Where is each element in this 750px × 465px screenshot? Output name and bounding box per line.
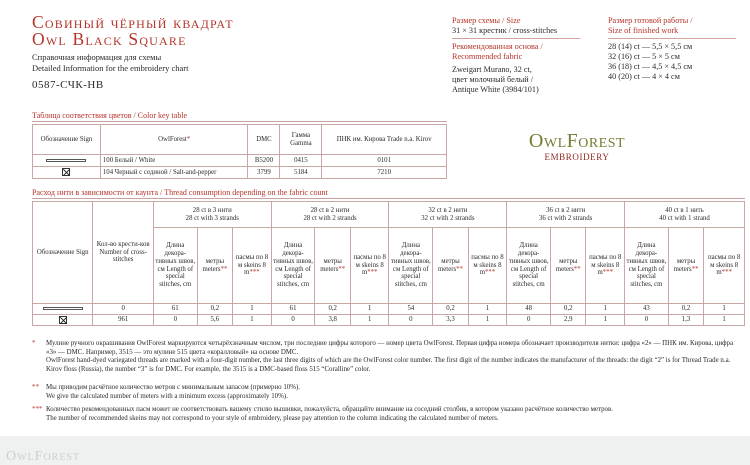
footnote-text-en: OwlForest hand-dyed variegated threads are marked with a four-digit number, the last three digits of which are the OwlForest color number. The first digit of the number indicates the manufacturer of the threads: the digit “2” is for Thread Trade n.a. Kirov floss (Russia), the number “3” is for DMC. For example, the 3515 is a DMC-based floss 515 “Coralline” color. bbox=[46, 357, 731, 373]
group-header-row bbox=[33, 202, 745, 228]
dmc-value: 3799 bbox=[248, 167, 280, 179]
gamma-value: 5184 bbox=[280, 167, 322, 179]
white-stitch-symbol-icon bbox=[46, 159, 86, 162]
fabric-label-2: Recommended fabric bbox=[452, 52, 523, 61]
header-length: Длина декора-тивных швов, см Length of special stitches, cm bbox=[507, 228, 551, 304]
header-length: Длина декора-тивных швов, см Length of special stitches, cm bbox=[271, 228, 315, 304]
group-header bbox=[507, 202, 625, 228]
divider bbox=[32, 121, 447, 122]
size-value: 31 × 31 крестик / cross-stitches bbox=[452, 26, 558, 35]
consumption-title: Расход нити в зависимости от каунта / Thread consumption depending on the fabric count bbox=[32, 188, 328, 197]
chart-code: 0587-СЧК-НВ bbox=[32, 79, 104, 91]
color-name: 104 Черный с сединой / Salt-and-pepper bbox=[100, 167, 248, 179]
subtitle-en: Detailed Information for the embroidery chart bbox=[32, 63, 189, 73]
sign-cell bbox=[33, 315, 93, 326]
stitch-count: 961 bbox=[93, 315, 153, 326]
length-value: 0 bbox=[389, 315, 433, 326]
cross-box-symbol-icon bbox=[59, 316, 67, 324]
title-en: Owl Black Square bbox=[32, 29, 187, 49]
header-dmc: DMC bbox=[248, 125, 280, 155]
meters-value: 0,2 bbox=[433, 304, 468, 315]
table-row bbox=[33, 315, 745, 326]
footnote-mark: ** bbox=[573, 265, 581, 273]
footnote-mark: *** bbox=[32, 406, 43, 413]
header-sign: Обозначение Sign bbox=[33, 125, 101, 155]
group-ru: 32 ct в 2 нити bbox=[428, 206, 468, 214]
dmc-value: B5200 bbox=[248, 155, 280, 167]
logo-subtitle: EMBROIDERY bbox=[544, 152, 610, 162]
meters-value: 3,8 bbox=[315, 315, 350, 326]
skeins-label: пасмы по 8 м skeins 8 m bbox=[707, 253, 741, 277]
group-en: 32 ct with 2 strands bbox=[421, 214, 475, 222]
kirov-value: 7210 bbox=[322, 167, 447, 179]
header-stitch-count: Кол-во крести-ков Number of cross-stitches bbox=[93, 202, 153, 304]
footnote-mark: *** bbox=[602, 269, 613, 277]
footnote-mark: * bbox=[32, 340, 36, 347]
skeins-value: 1 bbox=[586, 304, 625, 315]
meters-label: метры meters bbox=[673, 257, 696, 273]
owlforest-logo bbox=[512, 130, 642, 162]
meters-label: метры meters bbox=[320, 257, 342, 273]
group-en: 40 ct with 1 strand bbox=[659, 214, 710, 222]
title-ru: Совиный чёрный квадрат bbox=[32, 12, 234, 32]
footnote-text-ru: Мы приводим расчётное количество метров с минимальным запасом (примерно 10%). bbox=[46, 384, 300, 391]
size-label: Размер схемы / Size bbox=[452, 16, 521, 25]
footnote-mark: *** bbox=[485, 269, 496, 277]
footnote-mark: ** bbox=[338, 265, 346, 273]
header-gamma: Гамма Gamma bbox=[280, 125, 322, 155]
cross-box-symbol-icon bbox=[62, 168, 70, 176]
kirov-value: 0101 bbox=[322, 155, 447, 167]
header-skeins bbox=[350, 228, 389, 304]
sign-cell bbox=[33, 167, 101, 179]
length-value: 0 bbox=[507, 315, 551, 326]
meters-value: 0,2 bbox=[668, 304, 703, 315]
header-skeins bbox=[704, 228, 745, 304]
group-en: 28 ct with 3 strands bbox=[185, 214, 239, 222]
group-ru: 28 ct в 2 нити bbox=[310, 206, 350, 214]
header-skeins bbox=[233, 228, 272, 304]
meters-value: 2,9 bbox=[551, 315, 586, 326]
footnote-text-en: We give the calculated number of meters with a minimum excess (approximately 10%). bbox=[46, 392, 288, 400]
logo-name: OwlForest bbox=[528, 130, 626, 152]
length-value: 54 bbox=[389, 304, 433, 315]
length-value: 0 bbox=[153, 315, 197, 326]
fabric-value-2: цвет молочный белый / bbox=[452, 75, 534, 84]
chart-size-info bbox=[452, 16, 592, 95]
finished-size: 28 (14) ct — 5,5 × 5,5 см bbox=[608, 42, 693, 51]
sign-cell bbox=[33, 304, 93, 315]
group-en: 36 ct with 2 strands bbox=[539, 214, 593, 222]
header-kirov: ПНК им. Кирова Trade n.a. Kirov bbox=[322, 125, 447, 155]
skeins-value: 1 bbox=[350, 315, 389, 326]
skeins-label: пасмы по 8 м skeins 8 m bbox=[353, 253, 386, 277]
table-header-row bbox=[33, 125, 447, 155]
header-skeins bbox=[468, 228, 507, 304]
finished-label-1: Размер готовой работы / bbox=[608, 16, 693, 25]
skeins-value: 1 bbox=[704, 304, 745, 315]
header-length: Длина декора-тивных швов, см Length of special stitches, cm bbox=[625, 228, 669, 304]
skeins-label: пасмы по 8 м skeins 8 m bbox=[471, 253, 504, 277]
color-name: 100 Белый / White bbox=[100, 155, 248, 167]
footnote-mark: *** bbox=[721, 269, 732, 277]
meters-value: 5,6 bbox=[197, 315, 232, 326]
meters-label: метры meters bbox=[438, 257, 460, 273]
color-key-table bbox=[32, 124, 447, 179]
footnote-text-ru: Количество рекомендованных пасм может не соответствовать вашему стилю вышивки, пожалуйста, обращайте внимание на соседний столбик, в котором указано расчётное количество метров. bbox=[46, 406, 613, 413]
skeins-value: 1 bbox=[350, 304, 389, 315]
group-header bbox=[153, 202, 271, 228]
header-length: Длина декора-тивных швов, см Length of special stitches, cm bbox=[153, 228, 197, 304]
length-value: 0 bbox=[271, 315, 315, 326]
meters-value: 3,3 bbox=[433, 315, 468, 326]
table-row bbox=[33, 167, 447, 179]
footnote-mark: ** bbox=[456, 265, 463, 273]
divider bbox=[32, 198, 745, 199]
header-sign: Обозначение Sign bbox=[33, 202, 93, 304]
skeins-value: 1 bbox=[704, 315, 745, 326]
footnote-mark: * bbox=[186, 135, 191, 143]
color-key-title: Таблица соответствия цветов / Color key table bbox=[32, 111, 188, 120]
thread-consumption-table bbox=[32, 201, 745, 326]
group-ru: 36 ct в 2 нити bbox=[546, 206, 586, 214]
footnote-mark: ** bbox=[691, 265, 699, 273]
footer-logo: OwlForest bbox=[6, 449, 81, 464]
header-meters bbox=[197, 228, 232, 304]
divider bbox=[452, 38, 580, 39]
header-meters bbox=[315, 228, 350, 304]
meters-value: 0,2 bbox=[315, 304, 350, 315]
length-value: 61 bbox=[153, 304, 197, 315]
footnote-3 bbox=[32, 406, 744, 423]
footnote-2 bbox=[32, 384, 744, 401]
finished-size: 36 (18) ct — 4,5 × 4,5 см bbox=[608, 62, 693, 71]
header-meters bbox=[433, 228, 468, 304]
group-header bbox=[625, 202, 745, 228]
meters-value: 0,2 bbox=[197, 304, 232, 315]
length-value: 61 bbox=[271, 304, 315, 315]
footnote-mark: *** bbox=[367, 269, 378, 277]
skeins-value: 1 bbox=[233, 315, 272, 326]
group-header bbox=[271, 202, 389, 228]
gamma-value: 0415 bbox=[280, 155, 322, 167]
stitch-count: 0 bbox=[93, 304, 153, 315]
skeins-value: 1 bbox=[468, 304, 507, 315]
length-value: 43 bbox=[625, 304, 669, 315]
finished-label-2: Size of finished work bbox=[608, 26, 679, 35]
header-skeins bbox=[586, 228, 625, 304]
table-row bbox=[33, 304, 745, 315]
divider bbox=[608, 38, 736, 39]
footnote-mark: ** bbox=[32, 384, 39, 391]
skeins-value: 1 bbox=[468, 315, 507, 326]
meters-label: метры meters bbox=[202, 257, 225, 273]
footnote-1 bbox=[32, 340, 744, 374]
white-stitch-symbol-icon bbox=[43, 307, 83, 310]
header-owlforest-label: OwlForest bbox=[158, 135, 187, 143]
length-value: 0 bbox=[625, 315, 669, 326]
skeins-value: 1 bbox=[233, 304, 272, 315]
header-meters bbox=[551, 228, 586, 304]
fabric-value-1: Zweigart Murano, 32 ct, bbox=[452, 65, 532, 74]
footnote-text-en: The number of recommended skeins may not correspond to your style of embroidery, please pay attention to the column indicating the calculated number of meters. bbox=[46, 414, 499, 422]
footer-band bbox=[0, 436, 750, 465]
finished-size-info bbox=[608, 16, 743, 82]
header-meters bbox=[668, 228, 703, 304]
table-row bbox=[33, 155, 447, 167]
skeins-label: пасмы по 8 м skeins 8 m bbox=[589, 253, 622, 277]
skeins-value: 1 bbox=[586, 315, 625, 326]
meters-value: 0,2 bbox=[551, 304, 586, 315]
sign-cell bbox=[33, 155, 101, 167]
meters-label: метры meters bbox=[555, 257, 578, 273]
meters-value: 1,3 bbox=[668, 315, 703, 326]
footnote-text-ru: Мулине ручного окрашивания OwlForest маркируются четырёхзначным числом, три последние цифры которого — номер цвета OwlForest. Первая цифра номера обозначает производителя нитки: цифра «2» — ПНК им. Кирова, цифра «3» — DMC. Например, 3515 — это мулине 515 цвета «коралловый» на основе DMC. bbox=[46, 340, 734, 356]
length-value: 48 bbox=[507, 304, 551, 315]
group-header bbox=[389, 202, 507, 228]
group-ru: 40 ct в 1 нить bbox=[665, 206, 704, 214]
group-ru: 28 ct в 3 нити bbox=[192, 206, 232, 214]
fabric-value-3: Antique White (3984/101) bbox=[452, 85, 539, 94]
finished-size: 40 (20) ct — 4 × 4 см bbox=[608, 72, 680, 81]
footnote-mark: *** bbox=[249, 269, 260, 277]
finished-size: 32 (16) ct — 5 × 5 см bbox=[608, 52, 680, 61]
subtitle-ru: Справочная информация для схемы bbox=[32, 52, 162, 62]
skeins-label: пасмы по 8 м skeins 8 m bbox=[235, 253, 269, 277]
header-owlforest bbox=[100, 125, 248, 155]
header-length: Длина декора-тивных швов, см Length of special stitches, cm bbox=[389, 228, 433, 304]
fabric-label-1: Рекомендованная основа / bbox=[452, 42, 543, 51]
group-en: 28 ct with 2 strands bbox=[303, 214, 357, 222]
footnote-mark: ** bbox=[220, 265, 228, 273]
